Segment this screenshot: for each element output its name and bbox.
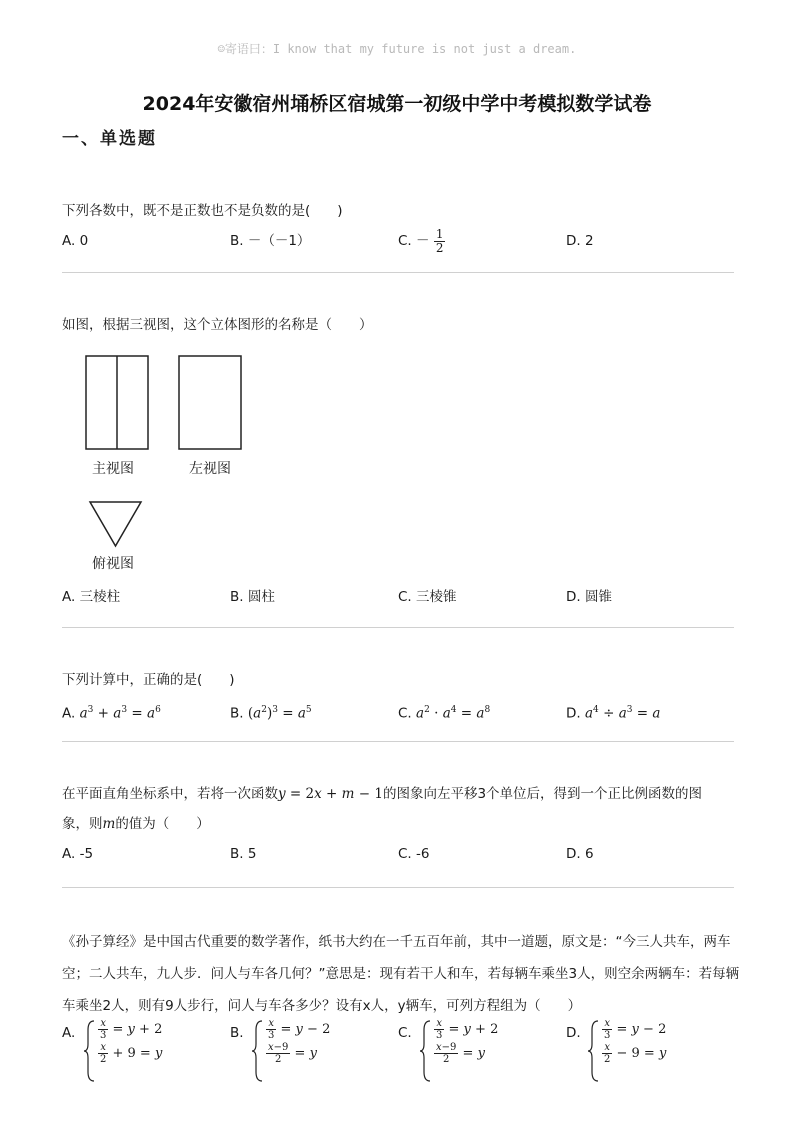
left-view-label: 左视图 <box>189 461 231 477</box>
option-d[interactable]: D. 2 <box>566 233 594 249</box>
fraction-denominator: 2 <box>435 240 444 255</box>
option-b-label: B. <box>230 705 244 722</box>
question-1 <box>62 196 742 256</box>
question-3 <box>62 665 742 725</box>
section-heading: 一、单选题 <box>62 129 157 149</box>
question-2-stem: 如图，根据三视图，这个立体图形的名称是（ ） <box>62 317 373 333</box>
option-d-label: D. <box>566 705 581 722</box>
option-a[interactable]: A. 0 <box>62 233 89 249</box>
fraction <box>434 228 446 255</box>
option-b[interactable]: B. 5 <box>230 846 257 862</box>
fraction-numerator: 1 <box>435 226 444 241</box>
option-d-label: D. <box>566 1025 581 1041</box>
option-d[interactable]: D. $a^4 \div a^3 = a$ <box>566 705 661 722</box>
question-5-stem: 《孙子算经》是中国古代重要的数学著作，纸书大约在一千五百年前，其中一道题，原文是：“今三人共车，两车空；二人共车，九人步．问人与车各几何？”意思是：现有若干人和车，若每辆车乘坐3人，则空余两辆车：若每辆车乘坐2人，则有9人步行，问人与车各多少？设有x人，y辆车，可列方程组为（ ） <box>62 934 740 1014</box>
question-4 <box>62 779 742 869</box>
left-view-rect <box>179 356 241 449</box>
option-c[interactable]: C. -6 <box>398 846 430 862</box>
header-motto: ☺寄语曰：I know that my future is not just a dream. <box>217 42 577 56</box>
page-title: 2024年安徽宿州埇桥区宿城第一初级中学中考模拟数学试卷 <box>142 93 652 115</box>
option-d[interactable]: D. 圆锥 <box>566 589 612 605</box>
question-3-stem: 下列计算中，正确的是( ) <box>62 672 235 688</box>
option-c-label: C. <box>398 1025 412 1041</box>
option-c-label: C. <box>398 705 412 722</box>
question-5 <box>62 926 742 1022</box>
option-a[interactable]: A. 三棱柱 <box>62 589 121 605</box>
question-2-options <box>62 582 742 612</box>
question-3-options <box>62 695 742 725</box>
left-brace <box>420 1020 432 1082</box>
front-view-label: 主视图 <box>92 461 134 477</box>
option-a-label: A. <box>62 705 76 722</box>
top-view-triangle <box>90 502 141 546</box>
option-b[interactable]: B. 圆柱 <box>230 589 275 605</box>
question-4-options <box>62 839 742 869</box>
option-b[interactable]: B. $(a^2)^3 = a^5$ <box>230 705 312 722</box>
option-c-prefix: C. － <box>398 233 430 249</box>
option-a[interactable]: A. -5 <box>62 846 94 862</box>
option-a[interactable]: A. $a^3 + a^3 = a^6$ <box>62 705 161 722</box>
option-c[interactable]: C. 三棱锥 <box>398 589 457 605</box>
divider <box>62 741 734 742</box>
question-5-options: A. $\frac{x}{3}$ = y + 2 $\frac{x}{2}$ + 9 = y B. $\frac{x}{3}$ = y − 2 $\frac{x-9}{2}$ = y C. $\frac{x}{3}$ = y + 2 $\frac{x-9}{2}$ = y D. $\frac{x}{3}$ = y − 2 $\frac{x}{2}$ − 9 = y <box>62 1018 742 1088</box>
stem-part: 象，则 <box>62 816 103 832</box>
option-a-label: A. <box>62 1025 76 1041</box>
question-1-options <box>62 226 742 256</box>
left-brace <box>588 1020 600 1082</box>
option-d[interactable]: D. 6 <box>566 846 594 862</box>
stem-part: 的图象向左平移3个单位后，得到一个正比例函数的图 <box>382 786 703 802</box>
three-view-figure <box>80 352 250 552</box>
option-c[interactable]: C. $a^2 \cdot a^4 = a^8$ <box>398 705 491 722</box>
question-2-options-wrap <box>62 582 742 612</box>
left-brace <box>252 1020 264 1082</box>
divider <box>62 887 734 888</box>
option-b-label: B. <box>230 1025 244 1041</box>
stem-part: 的值为（ ） <box>115 816 210 832</box>
stem-part: 在平面直角坐标系中，若将一次函数 <box>62 786 278 802</box>
question-4-stem: 在平面直角坐标系中，若将一次函数y = 2x + m − 1的图象向左平移3个单位后，得到一个正比例函数的图 象，则m的值为（ ） <box>62 786 703 832</box>
divider <box>62 627 734 628</box>
question-1-stem: 下列各数中，既不是正数也不是负数的是( ) <box>62 203 343 219</box>
left-brace <box>84 1020 96 1082</box>
top-view-label: 俯视图 <box>92 556 134 572</box>
option-c[interactable] <box>398 226 445 256</box>
option-b[interactable]: B. －（－1） <box>230 233 311 249</box>
question-2 <box>62 310 742 340</box>
divider <box>62 272 734 273</box>
